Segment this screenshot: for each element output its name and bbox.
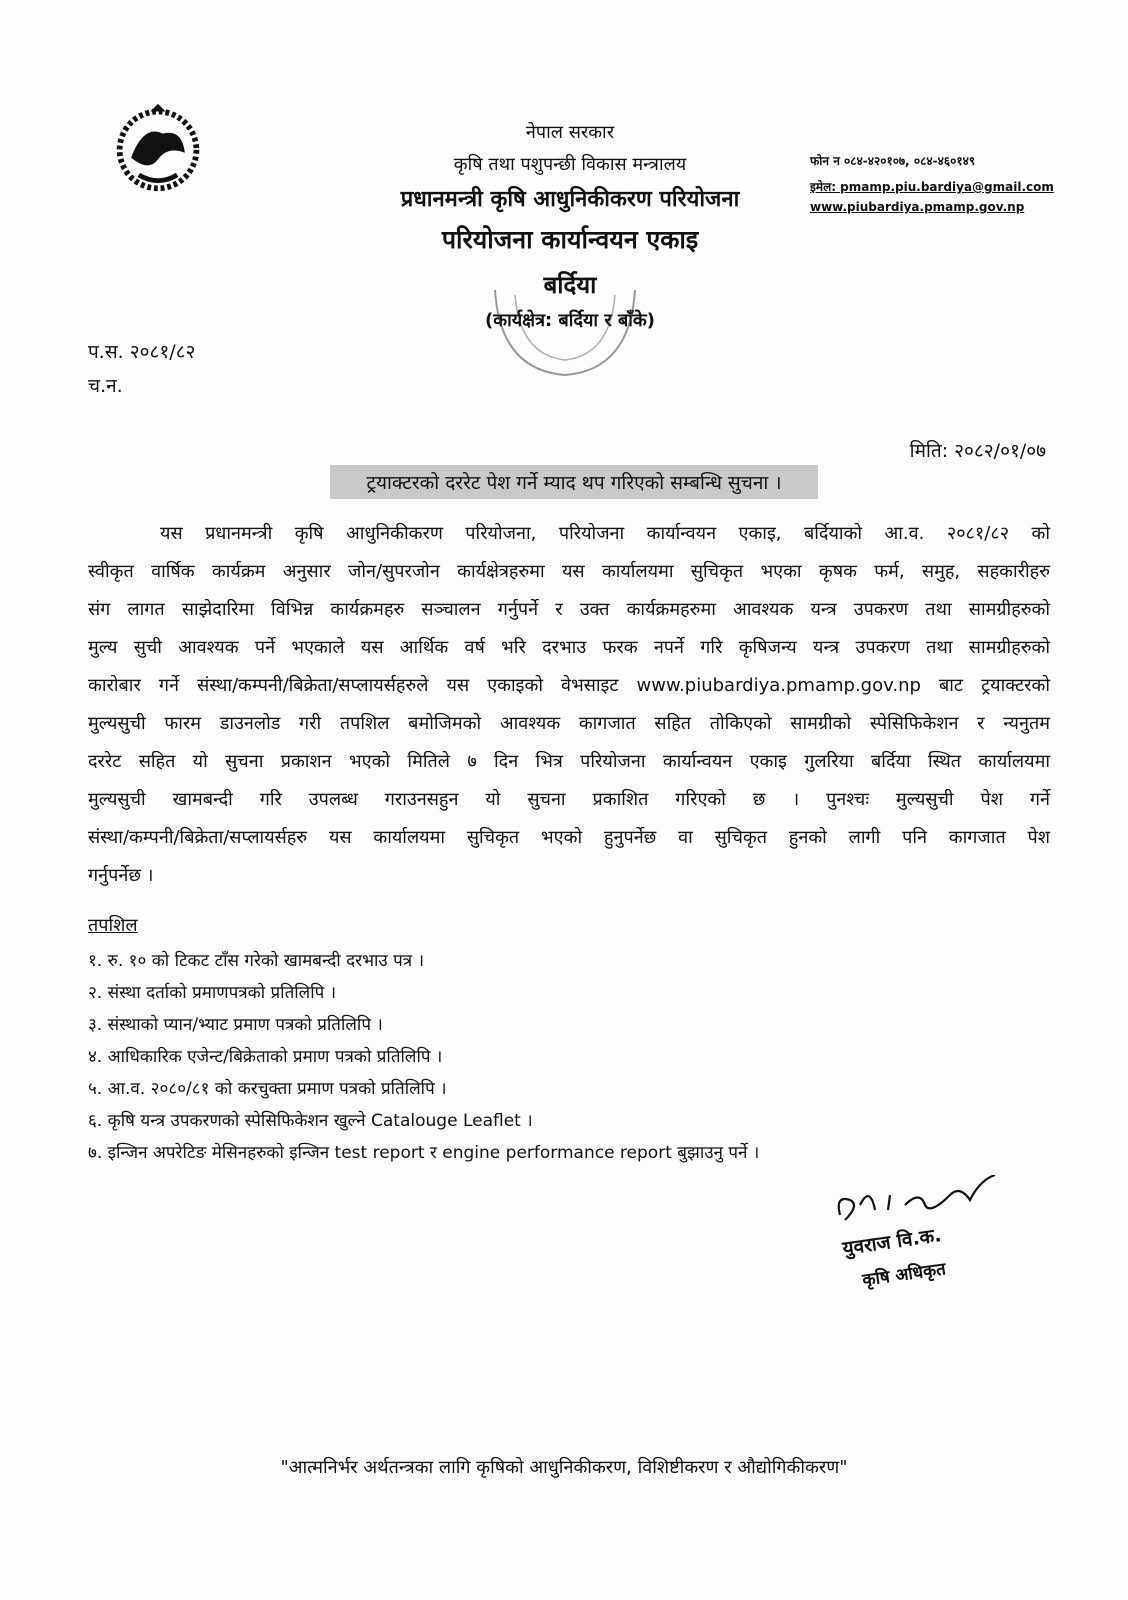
reference-number: प.स. २०८१/८२ <box>88 341 196 363</box>
list-item: १. रु. १० को टिकट टाँस गरेको खामबन्दी दरभाउ पत्र । <box>88 951 425 971</box>
details-list <box>88 945 759 1169</box>
footer-slogan: "आत्मनिर्भर अर्थतन्त्रका लागि कृषिको आधुनिकीकरण, विशिष्टीकरण र औद्योगिकीकरण" <box>280 1457 848 1478</box>
body-line: संस्था/कम्पनी/बिक्रेता/सप्लायर्सहरु यस कार्यालयमा सुचिकृत भएको हुनुपर्नेछ वा सुचिकृत हुनको लागी पनि कागजात पेश <box>88 827 1050 848</box>
list-item: ३. संस्थाको प्यान/भ्याट प्रमाण पत्रको प्रतिलिपि । <box>88 1015 383 1035</box>
list-item: ६. कृषि यन्त्र उपकरणको स्पेसिफिकेशन खुल्ने Catalouge Leaflet । <box>88 1111 533 1131</box>
district-name: बर्दिया <box>543 271 597 299</box>
notice-date: मिति: २०८२/०१/०७ <box>909 440 1046 462</box>
office-stamp <box>480 275 650 385</box>
body-line: मुल्य सुची आवश्यक पर्ने भएकाले यस आर्थिक वर्ष भरि दरभाउ फरक नपर्ने गरि कृषिजन्य यन्त्र उपकरण तथा सामग्रीहरुको <box>88 637 1050 658</box>
dispatch-number: च.न. <box>88 375 123 397</box>
notice-body <box>88 515 1050 895</box>
list-item: २. संस्था दर्ताको प्रमाणपत्रको प्रतिलिपि । <box>88 983 337 1003</box>
signatory-title: कृषि अधिकृत <box>861 1259 947 1291</box>
body-line: कारोबार गर्ने संस्था/कम्पनी/बिक्रेता/सप्लायर्सहरुले यस एकाइको वेभसाइट www.piubardiya.pmamp.gov.np बाट ट्रयाक्टरको <box>88 675 1050 696</box>
unit-name: परियोजना कार्यान्वयन एकाइ <box>441 225 699 254</box>
list-item: ५. आ.व. २०८०/८१ को करचुक्ता प्रमाण पत्रको प्रतिलिपि । <box>88 1079 447 1099</box>
list-item: ७. इन्जिन अपरेटिङ मेसिनहरुको इन्जिन test report र engine performance report बुझाउनु पर्ने । <box>88 1143 760 1163</box>
body-line: संग लागत साझेदारिमा विभिन्न कार्यक्रमहरु सञ्चालन गर्नुपर्ने र उक्त कार्यक्रमहरुमा आवश्यक यन्त्र उपकरण तथा सामग्रीहरुको <box>88 599 1050 620</box>
body-line: दररेट सहित यो सुचना प्रकाशन भएको मितिले ७ दिन भित्र परियोजना कार्यान्वयन एकाइ गुलरिया बर्दिया स्थित कार्यालयमा <box>88 751 1050 772</box>
phone-numbers: फोन न ०८४-४२०१०७, ०८४-४६०१४९ <box>810 154 976 168</box>
ministry-name: कृषि तथा पशुपन्छी विकास मन्त्रालय <box>453 154 687 175</box>
government-name: नेपाल सरकार <box>525 122 615 143</box>
nepal-emblem-logo <box>110 100 206 196</box>
project-name: प्रधानमन्त्री कृषि आधुनिकीकरण परियोजना <box>400 187 740 212</box>
website-link[interactable]: www.piubardiya.pmamp.gov.np <box>810 200 1025 214</box>
list-item: ४. आधिकारिक एजेन्ट/बिक्रेताको प्रमाण पत्रको प्रतिलिपि । <box>88 1047 443 1067</box>
notice-subject: ट्रयाक्टरको दररेट पेश गर्ने म्याद थप गरिएको सम्बन्धि सुचना । <box>330 465 818 499</box>
body-line: गर्नुपर्नेछ । <box>88 865 154 886</box>
details-heading: तपशिल <box>88 915 138 936</box>
email-link[interactable]: इमेल: pmamp.piu.bardiya@gmail.com <box>810 180 1054 194</box>
work-area: (कार्यक्षेत्र: बर्दिया र बाँके) <box>485 310 655 331</box>
body-line: मुल्यसुची खामबन्दी गरि उपलब्ध गराउनसहुन यो सुचना प्रकाशित गरिएको छ । पुनश्चः मुल्यसुची पेश गर्ने <box>88 789 1050 810</box>
body-line: स्वीकृत वार्षिक कार्यक्रम अनुसार जोन/सुपरजोन कार्यक्षेत्रहरुमा यस कार्यालयमा सुचिकृत भएका कृषक फर्म, समुह, सहकारीहरु <box>88 561 1050 582</box>
body-line: मुल्यसुची फारम डाउनलोड गरी तपशिल बमोजिमको आवश्यक कागजात सहित तोकिएको सामग्रीको स्पेसिफिकेशन र न्यनुतम <box>88 713 1050 734</box>
body-line: यस प्रधानमन्त्री कृषि आधुनिकीकरण परियोजना, परियोजना कार्यान्वयन एकाइ, बर्दियाको आ.व. २०८१/८२ को <box>160 523 1050 544</box>
signatory-name: युवराज वि.क. <box>841 1224 943 1260</box>
